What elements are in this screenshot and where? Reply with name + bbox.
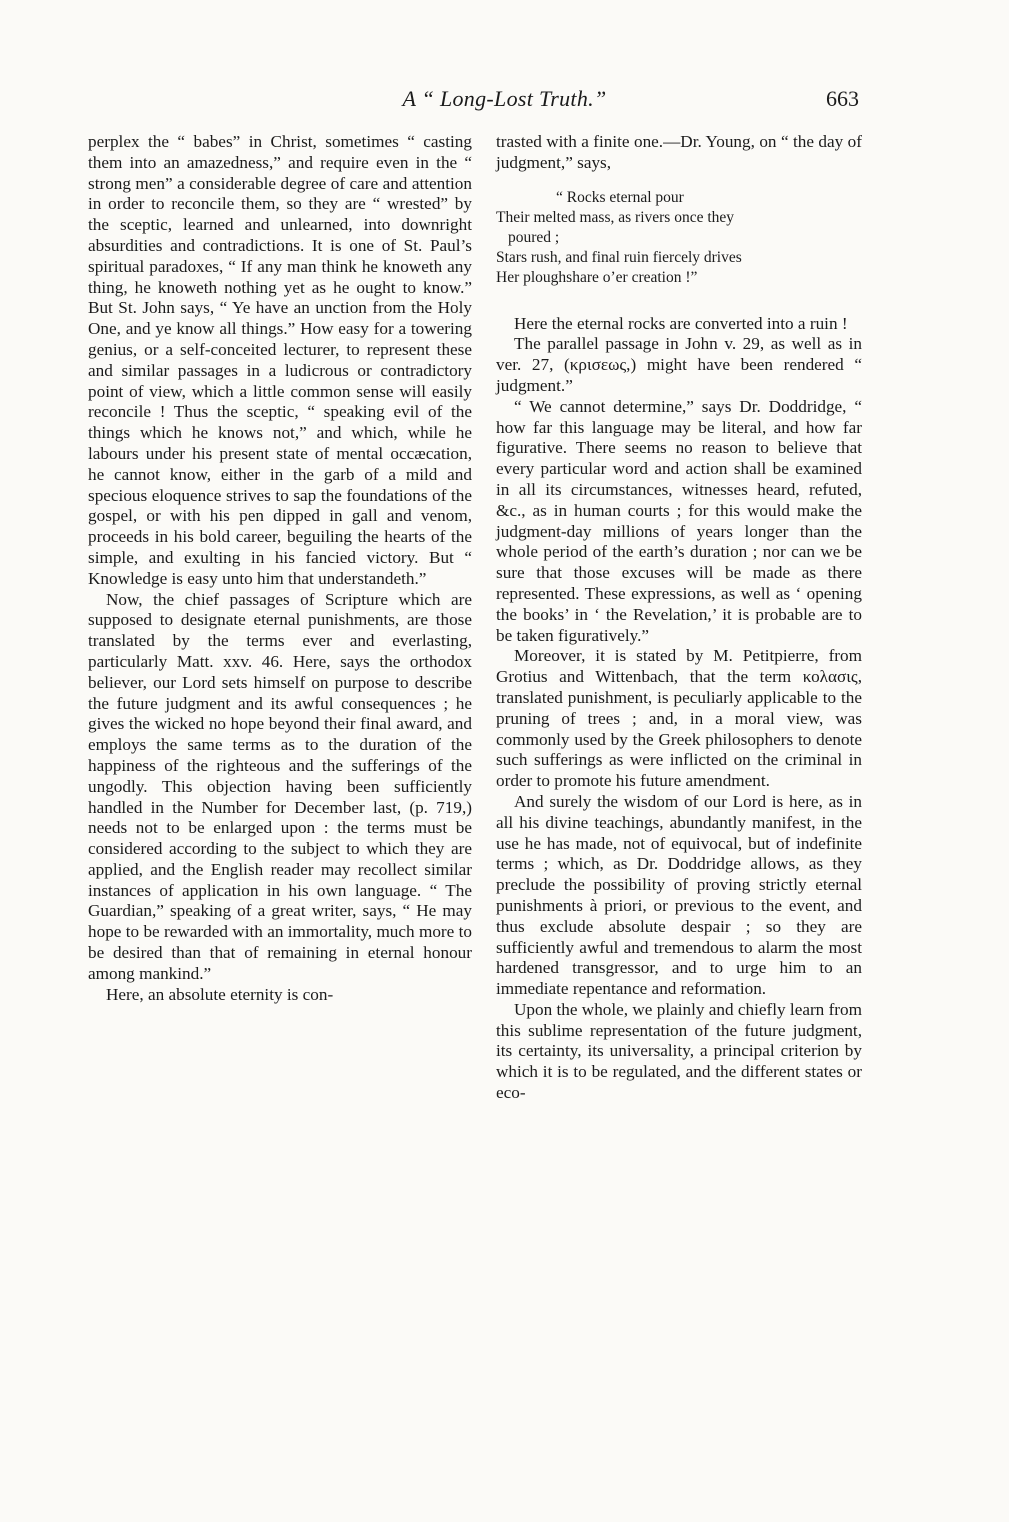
right-paragraph-2: The parallel passage in John v. 29, as well as in ver. 27, (κρισεως,) might have been rendered “ judgment.” <box>496 334 862 395</box>
poem-line-4: Stars rush, and final ruin fiercely drives <box>496 248 742 266</box>
right-intro: trasted with a finite one.—Dr. Young, on “ the day of judgment,” says, <box>496 132 862 172</box>
right-paragraph-1: Here the eternal rocks are converted into a ruin ! <box>514 313 848 333</box>
right-paragraph-4: Moreover, it is stated by M. Petitpierre, from Grotius and Wittenbach, that the term κολασις, translated punishment, is peculiarly applicable to the pruning of trees ; and, in a moral view, was commonly used by the Greek philosophers to denote such sufferings as were inflicted on the criminal in order to promote his future amendment. <box>496 646 862 791</box>
right-column <box>496 132 862 1104</box>
left-paragraph-2: Now, the chief passages of Scripture which are supposed to designate eternal punishments, are those translated by the terms ever and everlasting, particularly Matt. xxv. 46. Here, says the orthodox believer, our Lord sets himself on purpose to describe the future judgment and its awful consequences ; he gives the wicked no hope beyond their final award, and employs the same terms as to the duration of the happiness of the righteous and the sufferings of the ungodly. This objection having been sufficiently handled in the Number for December last, (p. 719,) needs not to be enlarged upon : the terms must be considered according to the subject to which they are applied, and the English reader may recollect similar instances of application in his own language. “ The Guardian,” speaking of a great writer, says, “ He may hope to be rewarded with an immortality, much more to be desired than that of remaining in eternal honour among mankind.” <box>88 589 472 983</box>
page-number: 663 <box>826 86 859 111</box>
poem-quotation <box>496 188 862 288</box>
page-header <box>0 86 1009 116</box>
poem-line-3: poured ; <box>508 228 560 246</box>
right-paragraph-6: Upon the whole, we plainly and chiefly learn from this sublime representation of the future judgment, its certainty, its universality, a principal criterion by which it is to be regulated, and the different states or eco- <box>496 999 862 1103</box>
left-paragraph-1: perplex the “ babes” in Christ, sometimes “ casting them into an amazedness,” and require even in the “ strong men” a considerable degree of care and attention in order to reconcile them, so they are “ wrested” by the sceptic, learned and unlearned, into downright absurdities and contradictions. It is one of St. Paul’s spiritual paradoxes, “ If any man think he knoweth any thing, he knoweth nothing yet as he ought to know.” But St. John says, “ Ye have an unction from the Holy One, and ye know all things.” How easy for a towering genius, or a self-conceited lecturer, to represent these and similar passages in a ludicrous or contradictory point of view, which a little common sense will easily reconcile ! Thus the sceptic, “ speaking evil of the things which he knows not,” and which, while he labours under his present state of mental occæcation, he cannot know, either in the garb of a mild and specious eloquence strives to sap the foundations of the gospel, or with his pen dipped in gall and venom, proceeds in his bold career, beguiling the hearts of the simple, and exulting in his fancied victory. But “ Knowledge is easy unto him that understandeth.” <box>88 132 472 588</box>
poem-line-2: Their melted mass, as rivers once they <box>496 208 735 226</box>
left-column <box>88 132 472 1005</box>
poem-line-5: Her ploughshare o’er creation !” <box>496 268 698 286</box>
left-paragraph-3: Here, an absolute eternity is con- <box>106 984 334 1004</box>
poem-line-1: “ Rocks eternal pour <box>556 188 684 206</box>
right-paragraph-3: “ We cannot determine,” says Dr. Doddridge, “ how far this language may be literal, and how far figurative. There seems no reason to believe that every particular word and action shall be examined in all its circumstances, witnesses heard, refuted, &c., as in human courts ; for this would make the judgment-day millions of years longer than the whole period of the earth’s duration ; nor can we be sure that those excuses will be made as there represented. These expressions, as well as ‘ opening the books’ in ‘ the Revelation,’ it is probable are to be taken figuratively.” <box>496 396 862 645</box>
running-title: A “ Long-Lost Truth.” <box>402 86 607 111</box>
right-paragraph-5: And surely the wisdom of our Lord is here, as in all his divine teachings, abundantly manifest, in the use he has made, not of equivocal, but of indefinite terms ; which, as Dr. Doddridge allows, as they preclude the possibility of proving strictly eternal punishments à priori, or previous to the event, and thus exclude absolute despair ; so they are sufficiently awful and tremendous to alarm the most hardened transgressor, and to urge him to an immediate repentance and reformation. <box>496 791 862 999</box>
